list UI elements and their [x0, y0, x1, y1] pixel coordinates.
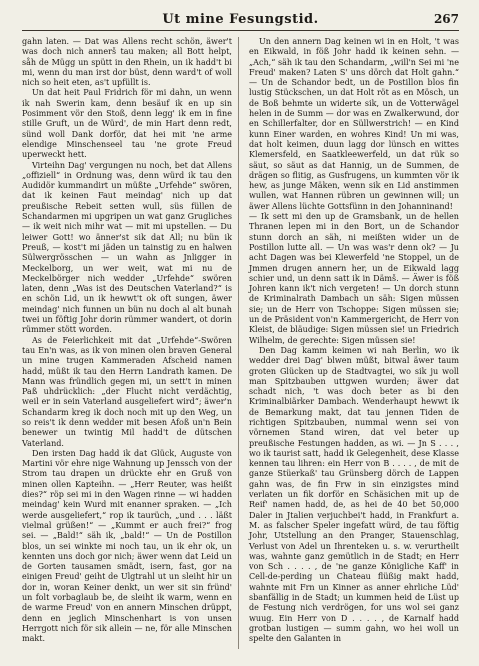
- paragraph: Un den annern Dag keinen wi in en Holt, 't was en Eikwald, in föß Johr hadd ik keinen sehn. — „Ach,“ säh ik tau den Schandarm, „will'n Sei mi 'ne Freud' maken? Laten S' uns dörch dat Holt gahn.“ — Un de Schandor bedt, un de Postillon blos fin lustig Stückschen, un dat Holt röt as en Mösch, un de Boß behmte un widerte sik, un de Votterwägel helen in de Summ — dor was en Zwalkerwund, dor en Schillerfalter, dor en Süllwerstrich! — en Kind kunn Einer warden, en wohres Kind! Un mi was, dat holt keimen, duun lagg dor lünsch en wittes Klemersfeld, en Saatkleewerfeld, un dat rük so säut, so säut as dat Hannig, un de Summen, de drägen so flitig, as Gusfrugens, un kummten vör ik hew, as junge Mäken, wenn sik en Lid anstimmen wullen, wat Hannen rübren un gewinnen will; un äwer Allens lüchte Gottsfünn in den Johanninand!: [249, 37, 459, 211]
- paragraph: Virteihn Dag' vergungen nu noch, bet dat Allens „offiziell“ in Ordnung was, denn würd ik tau den Audidör kummandirt un müßte „Urfehde“ swören, dat ik keinen Faut meindag' nich up dat preußische Rebeit setten wull, süs füllen de Schandarmen mi upgripen un wat ganz Grugliches — ik weit nich mihr wat — mit mi upstellen. — Du leiwer Gott! wo änner'st sik dat All; nu bün ik Preuß, — kost't mi jäden un tainstig zu en halwen Sülwergrösschen — un wahn as Jnligger in Meckelborg, un wer weit, wat mi nu de Meckelbörger nich wedder „Urfehde“ swören laten, denn „Was ist des Deutschen Vaterland?“ is en schön Lid, un ik hewwt't ok oft sungen, äwer meindag' nich funnen un bün nu doch al alt bunah twei un föftig Johr dorin rümmer wandert, ot dorin rümmer stött worden.: [22, 160, 232, 335]
- paragraph: Den irsten Dag hadd ik dat Glück, Auguste von Martini vör ehre nige Wahnung up Jenssch von der Strom tau drapen un drückte ehr en Gruß von minen ollen Kapteihn. — „Herr Reuter, was heißt dies?“ röp sei mi in den Wagen rinne — wi hadden meindag' kein Wurd mit enanner spraken. — „Ich werde ausgeliefert,“ rop ik taurüch, „und . . . läßt vielmal grüßen!“ — „Kummt er auch frei?“ frog sei. — „Bald!“ säh ik, „bald!“ — Un de Postillon blos, un sei winkte mi noch tau, un ik ehr ok, un kennten uns doch gor nich; äwer wenn dat Leid un de Gorten tausamen smädt, isern, fast, gor na einigen Freud' geiht de Ulgtrahl ut un sleiht hir un dor in, woran Keiner denkt, un wer sit sin fründ' un folt vorbaglaub be, de sleiht ik warm, wenn en de warme Freud' von en annern Minschen drüppt, denn en jeglich Minschenhart is von unsen Herrgott nich för sik allein — ne, för alle Minschen makt.: [22, 448, 232, 644]
- page-header: [22, 12, 459, 31]
- paragraph: gahn laten. — Dat was Allens recht schön, äwer't was doch nich annerš tau maken; all Bott helpt, såh de Mügg un spütt in den Rhein, un ik hadd't bi mi, wenn du man irst dor büst, denn ward't of woll nich so heit eten, as't upfüllt is.: [22, 37, 232, 88]
- left-text-column: [22, 37, 232, 645]
- right-text-column: [249, 37, 459, 645]
- paragraph: — Ik sett mi den up de Gramsbank, un de hellen Thranen lepen mi in den Bort, un de Schandor stunn dorch an säh, ni meißten wider un de Postillon lutte all. — Un was was'r denn ok? — Ju acht Dagen was bei Klewerfeld 'ne Stoppel, un de Jmmen drugen annern her, un de Eikwald lagg schier und, un denn satt ik in Dämš. — Äwer is föß Johren kann ik't nich vergeten! — Un dorch stunn de Kriminalrath Dambach un säh: Sigen müssen sie; un de Herr von Tschoppe: Sigen müssen sie; un de Präsident von'n Kammergericht, de Herr von Kleist, de bläudige: Sigen müssen sie! un Friedrich Wilhelm, de gerechte: Sigen müssen sie!: [249, 212, 459, 345]
- paragraph: Un dat heit Paul Fridrich för mi dahn, un wenn ik nah Swerin kam, denn besäuf ik en up sin Posimment vör den Stoß, denn legg' ik em in fine stille Gruft, un de Würd', de min Hart denn redt, sünd woll Dank dorför, dat hei mit 'ne arme elendige Minschenseel tau 'ne grote Freud uperweckt hett.: [22, 88, 232, 160]
- page-number: 267: [433, 12, 459, 26]
- paragraph: As de Feierlichkeit mit dat „Urfehde“-Swören tau En'n was, as ik von minen olen braven General un mine trugen Kammeraden Afscheid namen hadd, müßt ik tau den Herrn Landrath kamen. De Mann was fründlich gegen mi, un sett't in minen Paß uhdrücklich: „der Flucht nicht verdächtig, weil er in sein Vaterland ausgeliefert wird“; äwer'n Schandarm kreg ik doch noch mit up den Weg, un so reis't ik denn wedder mit besen Afoß un'n Bein benewer un twintig Mil hadd't de dütschen Vaterland.: [22, 335, 232, 448]
- column-divider: [238, 37, 239, 649]
- running-title: Ut mine Fesungstid.: [162, 12, 319, 27]
- paragraph: Den Dag kamm keimen wi nah Berlin, wo ik wedder drei Dag' blwen müßt, bitwal äwer taum groten Glücken up de Stadtvagtei, wo sik ju woll man Spitzbauben uttgwen wurden; äwer dat schadt nich, 't was doch beter as bi den Kriminalbiärker Dambach. Wenderhaupt hewwt ik de Bemarkung makt, dat tau jennen Tiden de richtigen Spitzbauben, nummal wenn sei von vörnemen Stand wiren, dat vel beter up preußische Festungen hadden, as wi. — Jn S . . . , wo ik taurist satt, hadd ik Gelegenheit, dese Klasse kennen tau lihren: ein Herr von B . . . . , de mit de ganze Stüerkaß' tau Grünsberg dörch de Lappen gahn was, de fin Frw in sin einzigstes mind verlaten un fik dorför en Schäsichen mit up de Reif' namen hadd, de, as hei de 40 bet 50,000 Daler in Jtalien verjuchbei't hadd, in Frankfurt a. M. as falscher Speler ingefatt würd, de tau föftig Johr, Utstellung an den Pranger, Stauenschlag, Verlust von Adel un Ihrenteken u. s. w. verurtheilt was, wahnte ganz gemütlich in de Stadt; en Herr von Sch . . . . , de 'ne ganze Königliche Kaff' in Cell-de-perding un Chateau flüßig makt hadd, wahnte mit Frn un Kinner as anner ehrliche Lüd' sbanfällig in de Stadt; un kummen heid de Lüst up de Festung nich verdrögen, for uns wol sei ganz wuug. Ein Herr von D . . . . , de Karnalf hadd grotban lustigen — summ gahn, wo hei woll un spelte den Galanten in: [249, 345, 459, 644]
